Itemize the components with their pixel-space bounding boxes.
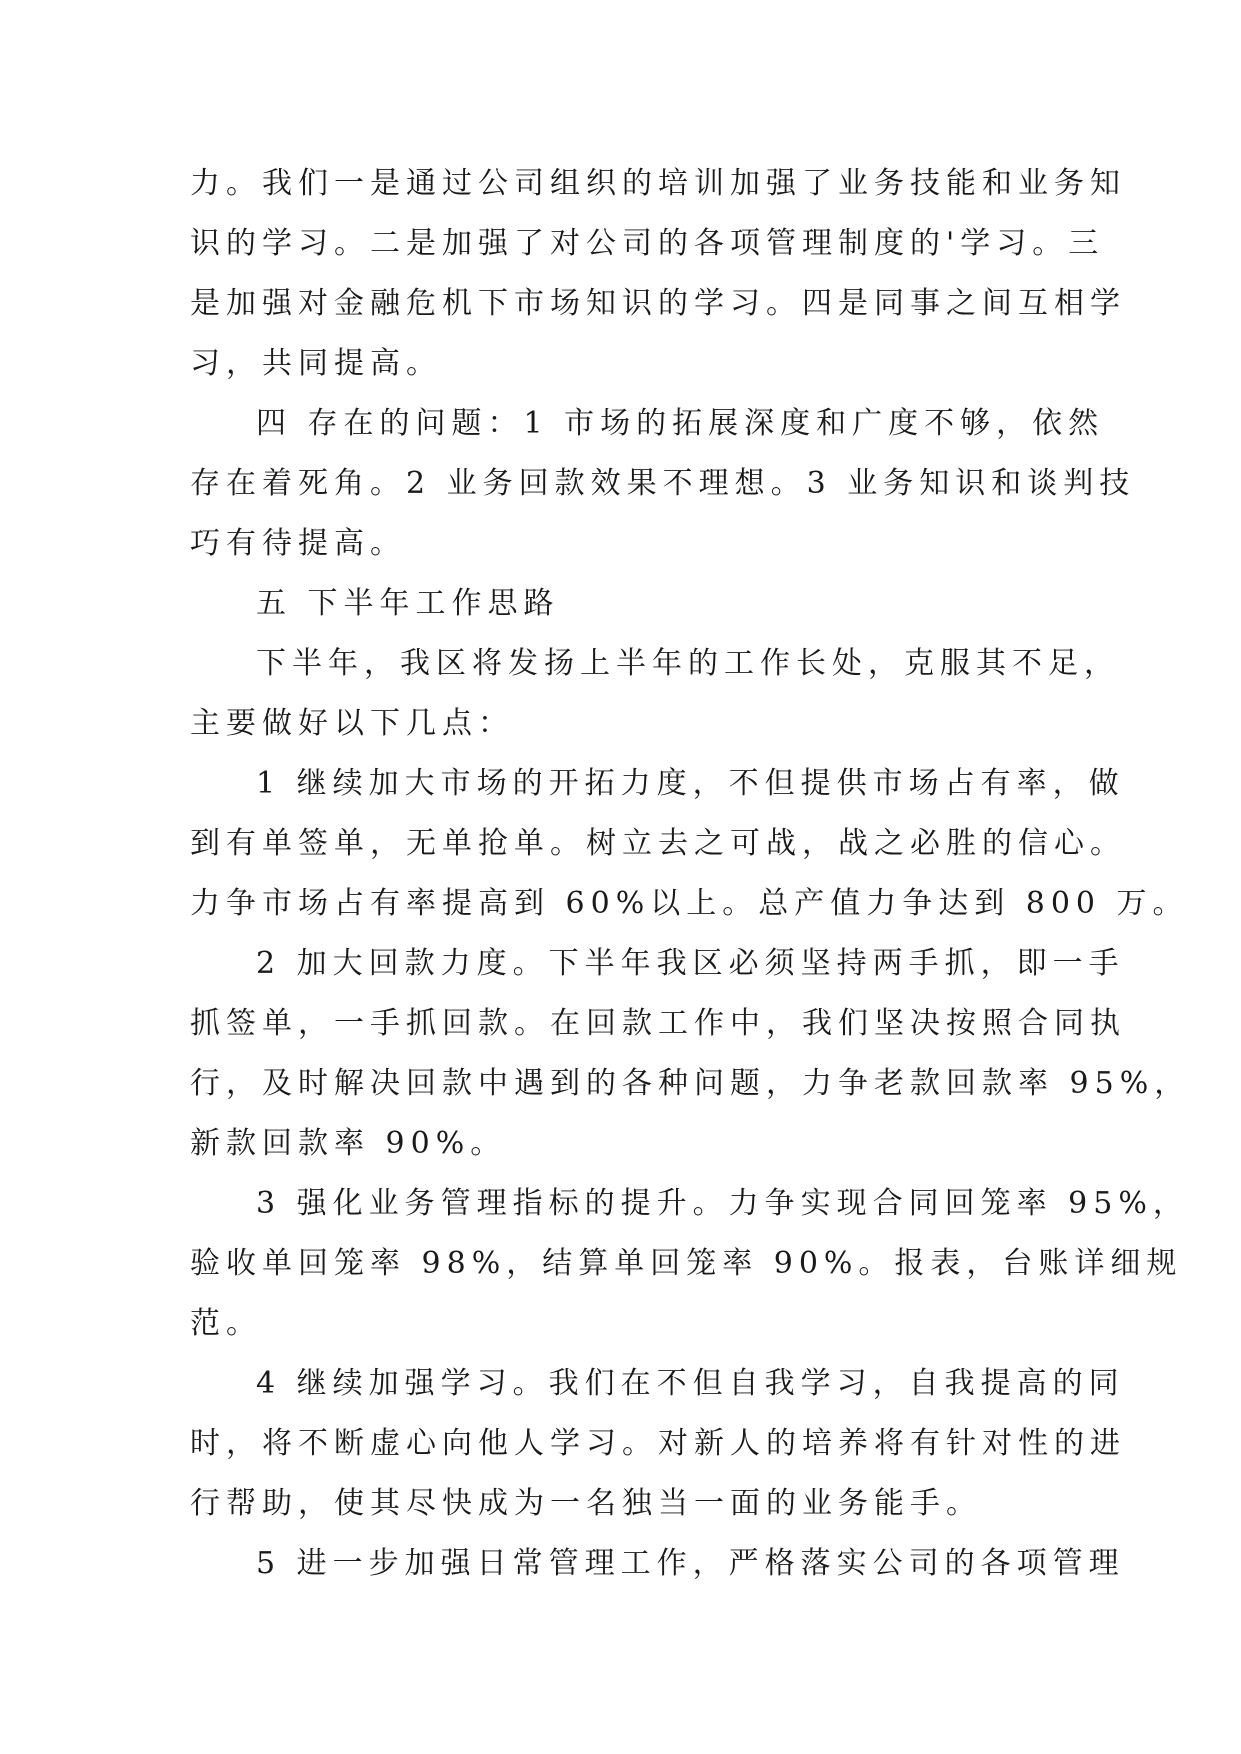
paragraph	[190, 634, 1120, 754]
text-line: 到有单签单，无单抢单。树立去之可战，战之必胜的信心。	[190, 826, 1126, 861]
text-line: 时，将不断虚心向他人学习。对新人的培养将有针对性的进	[190, 1426, 1126, 1461]
text-line: 3 强化业务管理指标的提升。力争实现合同回笼率 95%，	[256, 1186, 1189, 1221]
text-line: 范。	[190, 1306, 262, 1341]
text-line: 五 下半年工作思路	[256, 586, 560, 621]
text-line: 习，共同提高。	[190, 346, 442, 381]
text-line: 新款回款率 90%。	[190, 1126, 507, 1161]
list-item	[190, 1174, 1189, 1354]
section-heading	[190, 574, 1050, 634]
text-line: 2 加大回款力度。下半年我区必须坚持两手抓，即一手	[256, 946, 1125, 981]
list-item	[190, 1354, 1126, 1534]
list-item	[190, 934, 1191, 1174]
text-line: 巧有待提高。	[190, 526, 406, 561]
text-line: 主要做好以下几点：	[190, 706, 514, 741]
list-item	[190, 754, 1189, 934]
document-page	[190, 154, 1191, 1594]
text-line: 存在着死角。2 业务回款效果不理想。3 业务知识和谈判技	[190, 466, 1136, 501]
text-line: 1 继续加大市场的开拓力度，不但提供市场占有率，做	[256, 766, 1125, 801]
text-line: 4 继续加强学习。我们在不但自我学习，自我提高的同	[256, 1366, 1125, 1401]
text-line: 行，及时解决回款中遇到的各种问题，力争老款回款率 95%，	[190, 1066, 1191, 1101]
text-line: 是加强对金融危机下市场知识的学习。四是同事之间互相学	[190, 286, 1126, 321]
text-line: 行帮助，使其尽快成为一名独当一面的业务能手。	[190, 1486, 982, 1521]
paragraph	[190, 394, 1136, 574]
text-line: 5 进一步加强日常管理工作，严格落实公司的各项管理	[256, 1546, 1125, 1581]
text-line: 验收单回笼率 98%，结算单回笼率 90%。报表，台账详细规	[190, 1246, 1183, 1281]
text-line: 抓签单，一手抓回款。在回款工作中，我们坚决按照合同执	[190, 1006, 1126, 1041]
text-line: 四 存在的问题：1 市场的拓展深度和广度不够，依然	[256, 406, 1105, 441]
list-item	[190, 1534, 1125, 1594]
text-line: 力。我们一是通过公司组织的培训加强了业务技能和业务知	[190, 166, 1126, 201]
text-line: 下半年，我区将发扬上半年的工作长处，克服其不足，	[256, 646, 1120, 681]
paragraph	[190, 154, 1126, 394]
text-line: 力争市场占有率提高到 60%以上。总产值力争达到 800 万。	[190, 886, 1189, 921]
text-line: 识的学习。二是加强了对公司的各项管理制度的'学习。三	[190, 226, 1105, 261]
